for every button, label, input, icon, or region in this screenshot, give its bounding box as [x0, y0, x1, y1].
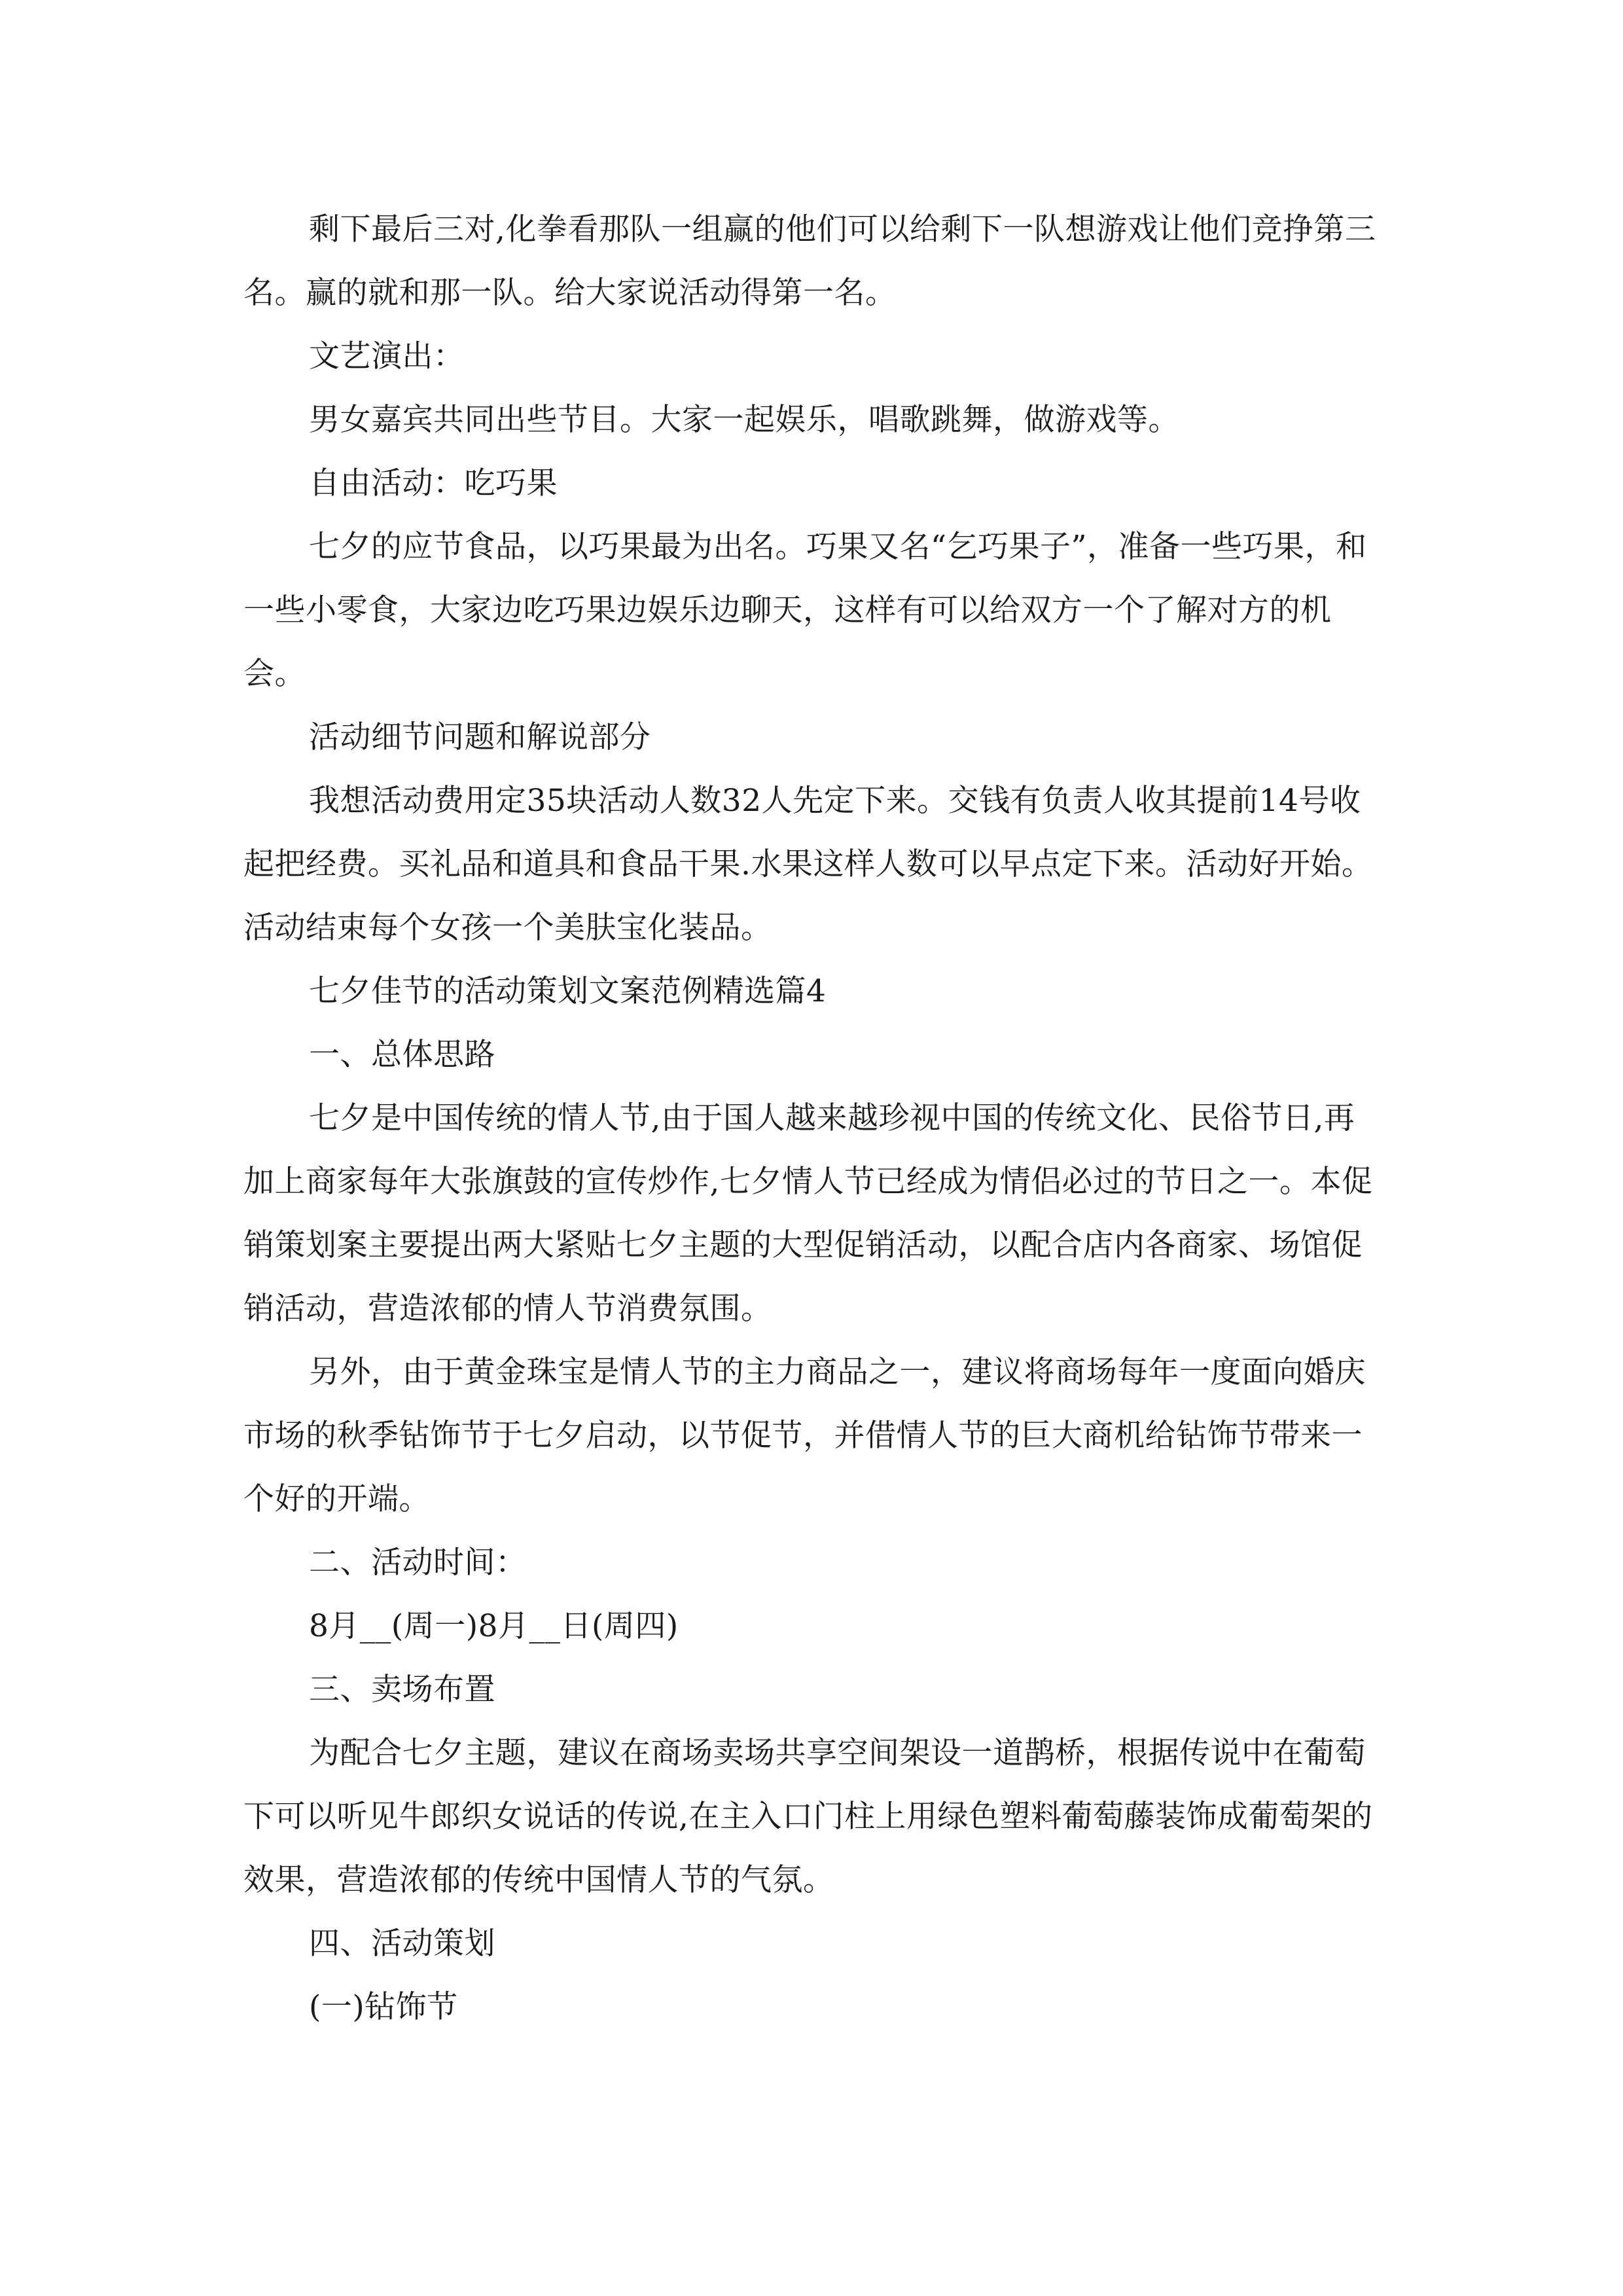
heading-activity-details: 活动细节问题和解说部分 [309, 719, 651, 755]
paragraph-overall-idea: 七夕是中国传统的情人节,由于国人越来越珍视中国的传统文化、民俗节日,再加上商家每年大张旗鼓的宣传炒作,七夕情人节已经成为情侣必过的节日之一。本促销策划案主要提出两大紧贴七夕主题的大型促销活动，以配合店内各商家、场馆促销活动，营造浓郁的情人节消费氛围。 [243, 1100, 1373, 1327]
paragraph-activity-time: 8月__(周一)8月__日(周四) [309, 1608, 679, 1644]
heading-overall-idea: 一、总体思路 [309, 1037, 495, 1073]
document-page [243, 0, 1382, 2296]
paragraph-final-three-pairs: 剩下最后三对,化拳看那队一组赢的他们可以给剩下一队想游戏让他们竞挣第三名。赢的就和那一队。给大家说活动得第一名。 [243, 211, 1376, 311]
heading-activity-plan: 四、活动策划 [309, 1926, 495, 1962]
section-title-part-4: 七夕佳节的活动策划文案范例精选篇4 [309, 973, 827, 1009]
paragraph-diamond-festival-intro: 另外，由于黄金珠宝是情人节的主力商品之一，建议将商场每年一度面向婚庆市场的秋季钻饰节于七夕启动，以节促节，并借情人节的巨大商机给钻饰节带来一个好的开端。 [243, 1354, 1366, 1517]
heading-free-activity: 自由活动：吃巧果 [309, 465, 558, 501]
heading-performance: 文艺演出： [309, 338, 465, 374]
subheading-diamond-festival: (一)钻饰节 [309, 1989, 458, 2025]
paragraph-performance: 男女嘉宾共同出些节目。大家一起娱乐，唱歌跳舞，做游戏等。 [309, 402, 1179, 438]
paragraph-qiaoguo: 七夕的应节食品，以巧果最为出名。巧果又名“乞巧果子”，准备一些巧果，和一些小零食，大家边吃巧果边娱乐边聊天，这样有可以给双方一个了解对方的机会。 [243, 529, 1367, 692]
paragraph-store-layout: 为配合七夕主题，建议在商场卖场共享空间架设一道鹊桥，根据传说中在葡萄下可以听见牛郎织女说话的传说,在主入口门柱上用绿色塑料葡萄藤装饰成葡萄架的效果，营造浓郁的传统中国情人节的气氛。 [243, 1735, 1373, 1898]
heading-activity-time: 二、活动时间： [309, 1545, 527, 1581]
paragraph-activity-fee: 我想活动费用定35块活动人数32人先定下来。交钱有负责人收其提前14号收起把经费。买礼品和道具和食品干果.水果这样人数可以早点定下来。活动好开始。活动结束每个女孩一个美肤宝化装品。 [243, 783, 1373, 946]
heading-store-layout: 三、卖场布置 [309, 1672, 495, 1708]
